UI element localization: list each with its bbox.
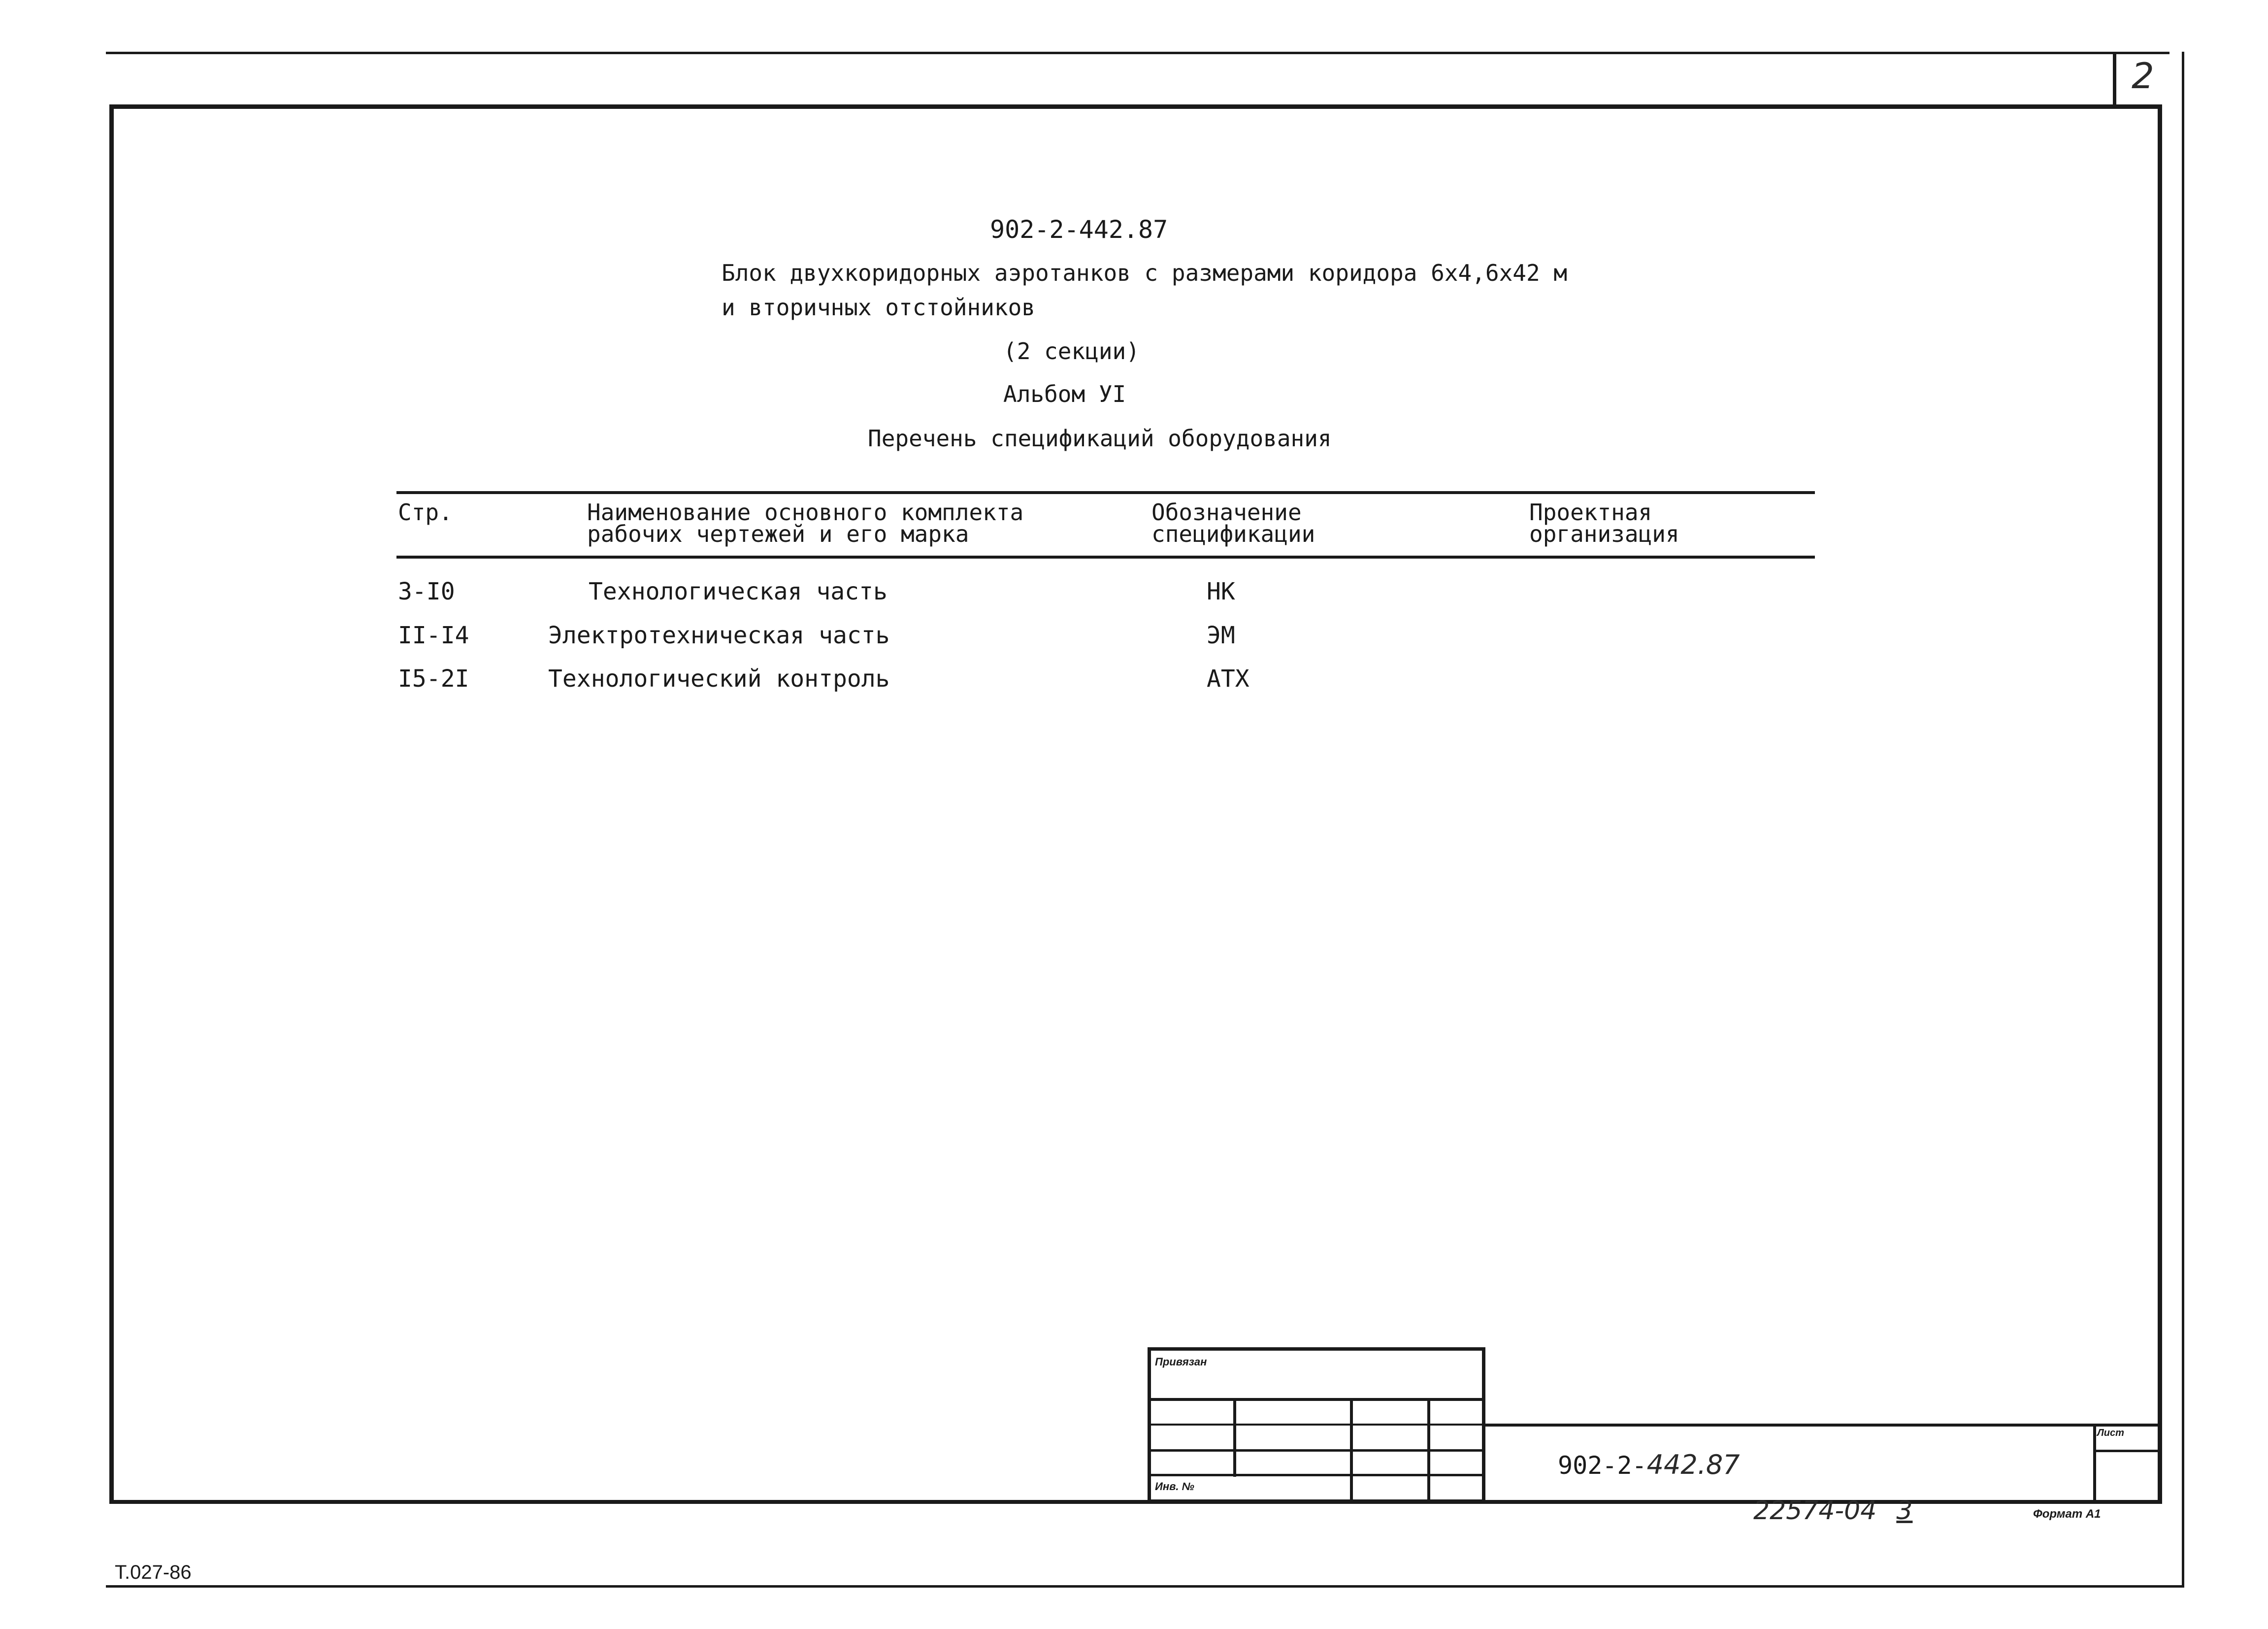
stamp-col-1 <box>1233 1398 1236 1477</box>
header-designation-1: Обозначение <box>1151 499 1302 526</box>
sheet-label: Лист <box>2097 1428 2124 1438</box>
header-org-1: Проектная <box>1529 499 1652 526</box>
document-code: 902-2-442.87 <box>990 215 1168 244</box>
table-top-rule <box>396 491 1815 494</box>
stamp-rule-1 <box>1148 1398 1485 1401</box>
table-header-rule <box>396 556 1815 559</box>
stamp-rule-2 <box>1148 1424 1485 1426</box>
sheet-number: 2 <box>2132 55 2154 97</box>
stamp-code-prefix: 902-2- <box>1558 1451 1647 1480</box>
album-label: Альбом УI <box>1003 381 1126 407</box>
stamp-rule-3 <box>1148 1449 1485 1452</box>
sections-label: (2 секции) <box>1003 338 1140 365</box>
frame-right-line <box>2158 104 2162 1503</box>
row-1-page: 3-I0 <box>398 578 455 605</box>
header-org-2: организация <box>1529 521 1679 547</box>
stamp-code <box>1558 1449 1740 1480</box>
inv-label: Инв. № <box>1155 1480 1194 1493</box>
frame-top-line <box>109 104 2162 109</box>
stamp-col-3 <box>1427 1398 1430 1503</box>
header-page: Стр. <box>398 499 453 526</box>
header-name-2: рабочих чертежей и его марка <box>587 521 969 547</box>
format-label: Формат А1 <box>2033 1507 2101 1521</box>
row-2-designation: ЭМ <box>1207 622 1235 649</box>
outer-right-line <box>2182 52 2184 1588</box>
archive-number-suffix: 3 <box>1896 1496 1913 1526</box>
header-designation-2: спецификации <box>1151 521 1315 547</box>
form-code: Т.027-86 <box>115 1562 192 1583</box>
list-title: Перечень спецификаций оборудования <box>868 425 1332 452</box>
row-2-page: II-I4 <box>398 622 469 649</box>
stamp-col-2 <box>1350 1398 1353 1503</box>
sheet-number-divider <box>2113 54 2116 104</box>
row-1-name: Технологическая часть <box>589 578 887 605</box>
sheet-cell-left <box>2093 1425 2096 1502</box>
archive-number <box>1753 1496 1912 1526</box>
stamp-rule-4 <box>1148 1474 1485 1476</box>
row-3-designation: АТХ <box>1207 665 1249 693</box>
row-2-name: Электротехническая часть <box>548 622 890 649</box>
archive-number-main: 22574-04 <box>1753 1496 1877 1526</box>
header-name-1: Наименование основного комплекта <box>587 499 1024 526</box>
frame-left-line <box>109 104 114 1503</box>
row-1-designation: НК <box>1207 578 1235 605</box>
linked-label: Привязан <box>1155 1356 1207 1368</box>
top-outer-line <box>106 52 2169 54</box>
stamp-code-handwritten: 442.87 <box>1646 1449 1740 1480</box>
sheet-cell-rule <box>2093 1450 2161 1452</box>
outer-bottom-line <box>106 1585 2184 1588</box>
row-3-name: Технологический контроль <box>548 665 890 693</box>
title-line-2: и вторичных отстойников <box>722 294 1035 321</box>
title-line-1: Блок двухкоридорных аэротанков с размерами коридора 6х4,6х42 м <box>722 260 1568 286</box>
main-stamp-top-rule <box>1482 1424 2160 1427</box>
row-3-page: I5-2I <box>398 665 469 693</box>
